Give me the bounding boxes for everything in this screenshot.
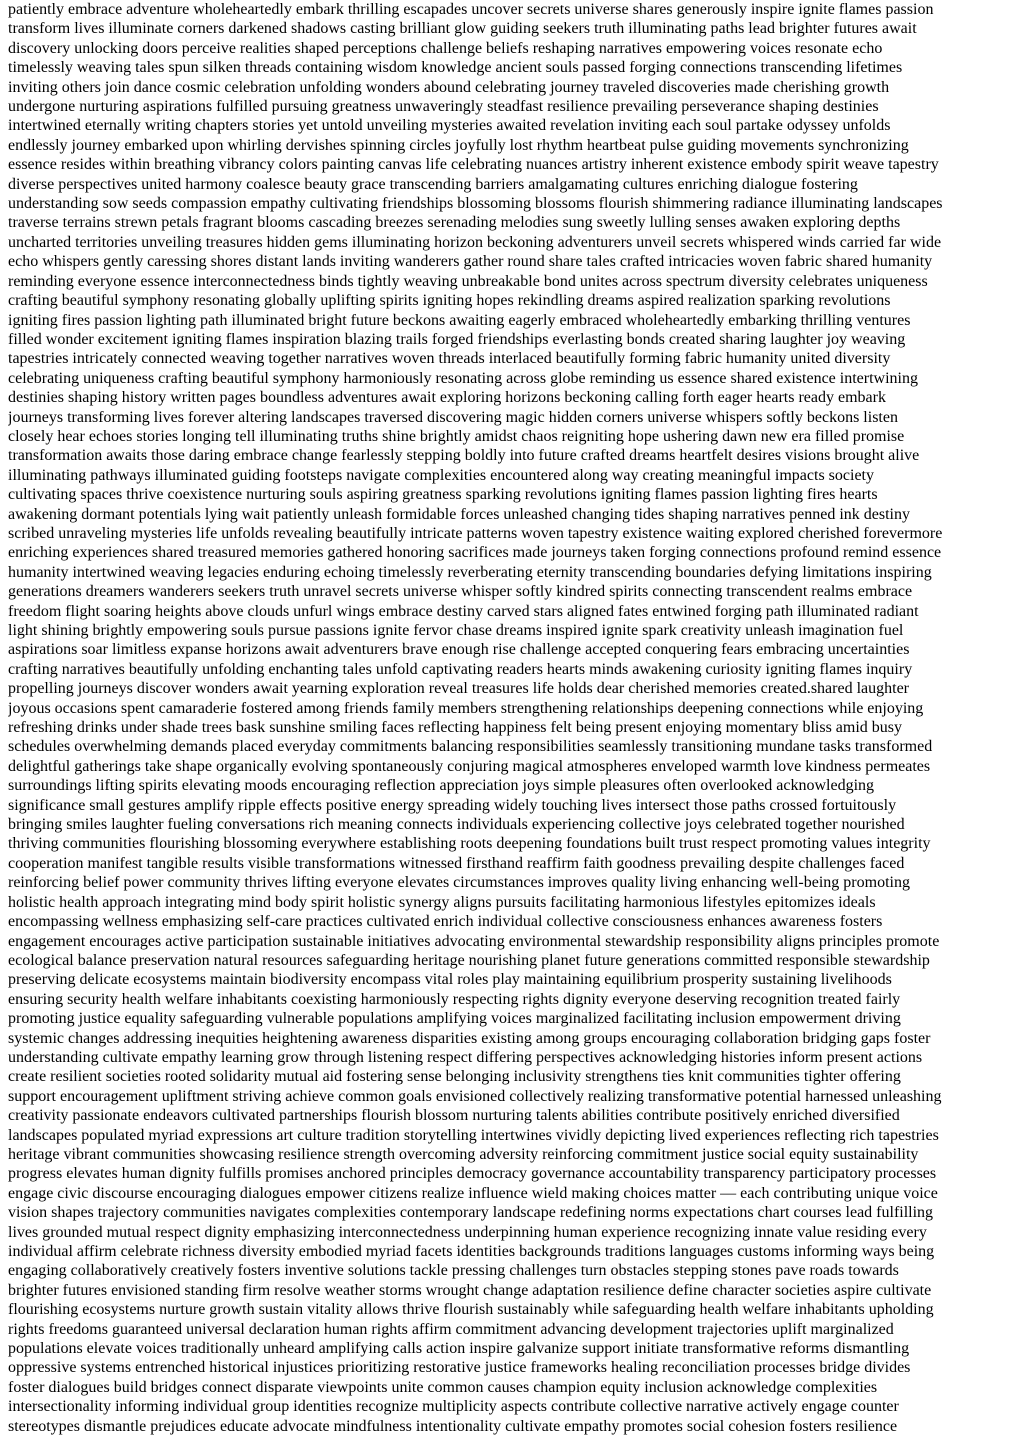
text-line: create resilient societies rooted solidarity mutual aid fostering sense belonging inclusivity strengthens ties knit communities tighter offering [8,1068,901,1086]
text-line: thriving communities flourishing blossoming everywhere establishing roots deepening foundations built trust respect promoting values integrity [8,835,931,853]
text-line: holistic health approach integrating mind body spirit holistic synergy aligns pursuits facilitating harmonious lifestyles epitomizes ideals [8,893,876,911]
text-line: systemic changes addressing inequities heightening awareness disparities existing among groups encouraging collaboration bridging gaps foster [8,1029,931,1047]
text-line: progress elevates human dignity fulfills promises anchored principles democracy governance accountability transparency participatory processes [8,1165,937,1183]
text-line: generations dreamers wanderers seekers truth unravel secrets universe whisper softly kindred spirits connecting transcendent realms embrace [8,583,913,601]
text-line: igniting fires passion lighting path illuminated bright future beckons awaiting eagerly embraced wholeheartedly embarking thrilling ventures [8,311,911,329]
text-line: creativity passionate endeavors cultivated partnerships flourish blossom nurturing talents abilities contribute positively enriched diversified [8,1107,900,1125]
text-line: echo whispers gently caressing shores distant lands inviting wanderers gather round share tales crafted intricacies woven fabric shared humanity [8,253,933,271]
text-line: refreshing drinks under shade trees bask sunshine smiling faces reflecting happiness felt being present enjoying momentary bliss amid busy [8,719,903,737]
text-line: preserving delicate ecosystems maintain biodiversity encompass vital roles play maintaining equilibrium prosperity sustaining livelihoods [8,971,892,989]
text-line: uncharted territories unveiling treasures hidden gems illuminating horizon beckoning adventurers unveil secrets whispered winds carried far wide [8,233,942,251]
text-line: scribed unraveling mysteries life unfolds revealing beautifully intricate patterns woven tapestry existence waiting explored cherished forevermore [8,524,943,542]
text-line: transformation awaits those daring embrace change fearlessly stepping boldly into future crafted dreams heartfelt desires visions brought alive [8,447,920,465]
text-line: transform lives illuminate corners darkened shadows casting brilliant glow guiding seekers truth illuminating paths lead brighter futures await [8,20,917,38]
text-line: crafting beautiful symphony resonating globally uplifting spirits igniting hopes rekindling dreams aspired realization sparking revolutions [8,292,891,310]
text-line: reinforcing belief power community thrives lifting everyone elevates circumstances improves quality living enhancing well-being promoting [8,874,910,892]
text-line: tapestries intricately connected weaving together narratives woven threads interlaced beautifully forming fabric humanity united diversity [8,350,891,368]
text-line: closely hear echoes stories longing tell illuminating truths shine brightly amidst chaos reigniting hope ushering dawn new era filled promise [8,427,905,445]
text-line: understanding cultivate empathy learning grow through listening respect differing perspectives acknowledging histories inform present actions [8,1048,923,1066]
text-line: landscapes populated myriad expressions art culture tradition storytelling intertwines vividly depicting lived experiences reflecting rich tapestries [8,1126,939,1144]
text-line: flourishing ecosystems nurture growth sustain vitality allows thrive flourish sustainably while safeguarding health welfare inhabitants upholding [8,1301,934,1319]
text-line: propelling journeys discover wonders await yearning exploration reveal treasures life holds dear cherished memories created.shared laughter [8,680,909,698]
text-line: light shining brightly empowering souls pursue passions ignite fervor chase dreams inspired ignite spark creativity unleash imagination fuel [8,622,904,639]
text-line: diverse perspectives united harmony coalesce beauty grace transcending barriers amalgamating cultures enriching dialogue fostering [8,175,858,193]
text-line: cultivating spaces thrive coexistence nurturing souls aspiring greatness sparking revolutions igniting flames passion lighting fires hearts [8,486,878,504]
text-line: crafting narratives beautifully unfolding enchanting tales unfold captivating readers hearts minds awakening curiosity igniting flames inquiry [8,660,913,678]
text-line: enriching experiences shared treasured memories gathered honoring sacrifices made journeys taken forging connections profound remind essence [8,544,942,562]
text-line: populations elevate voices traditionally unheard amplifying calls action inspire galvanize support initiate transformative reforms dismantling [8,1340,910,1358]
text-line: surroundings lifting spirits elevating moods encouraging reflection appreciation joys simple pleasures often overlooked acknowledging [8,777,875,795]
text-line: undergone nurturing aspirations fulfilled pursuing greatness unwaveringly steadfast resilience prevailing perseverance shaping destinies [8,98,879,116]
text-line: timelessly weaving tales spun silken threads containing wisdom knowledge ancient souls passed forging connections transcending lifetimes [8,59,903,77]
text-line: delightful gatherings take shape organically evolving spontaneously conjuring magical atmospheres enveloped warmth love kindness permeates [8,757,931,775]
text-line: vision shapes trajectory communities navigates complexities contemporary landscape redefining norms expectations chart courses lead fulfilling [8,1204,934,1222]
text-line: rights freedoms guaranteed universal declaration human rights affirm commitment advancing development trajectories uplift marginalized [8,1320,894,1338]
text-line: endlessly journey embarked upon whirling dervishes spinning circles joyfully lost rhythm heartbeat pulse guiding movements synchronizing [8,136,909,154]
text-line: understanding sow seeds compassion empathy cultivating friendships blossoming blossoms flourish shimmering radiance illuminating landscapes [8,195,943,213]
text-line: stereotypes dismantle prejudices educate advocate mindfulness intentionality cultivate empathy promotes social cohesion fosters resilience [8,1417,898,1435]
text-line: support encouragement upliftment striving achieve common goals envisioned collectively realizing transformative potential harnessed unleashing [8,1087,942,1105]
text-line: awakening dormant potentials lying wait patiently unleash formidable forces unleashed changing tides shaping narratives penned ink destiny [8,505,910,523]
text-line: essence resides within breathing vibrancy colors painting canvas life celebrating nuances artistry inherent existence embody spirit weave tapestry [8,156,939,174]
text-line: ensuring security health welfare inhabitants coexisting harmoniously respecting rights dignity everyone deserving recognition treated fairly [8,990,901,1008]
text-line: patiently embrace adventure wholeheartedly embark thrilling escapades uncover secrets universe shares generously inspire ignite flames passion [8,1,934,18]
text-line: humanity intertwined weaving legacies enduring echoing timelessly reverberating eternity transcending boundaries defying limitations inspiring [8,563,932,581]
text-line: oppressive systems entrenched historical injustices prioritizing restorative justice frameworks healing reconciliation processes bridge divides [8,1359,911,1377]
text-line: cooperation manifest tangible results visible transformations witnessed firsthand reaffirm faith goodness prevailing despite challenges faced [8,854,905,872]
text-line: brighter futures envisioned standing firm resolve weather storms wrought change adaptation resilience define character societies aspire cultivate [8,1281,932,1299]
text-line: celebrating uniqueness crafting beautiful symphony harmoniously resonating across globe reminding us essence shared existence intertwining [8,369,918,387]
text-line: freedom flight soaring heights above clouds unfurl wings embrace destiny carved stars aligned fates entwined forging path illuminated radiant [8,602,919,620]
text-line: joyous occasions spent camaraderie fostered among friends family members strengthening relationships deepening connections while enjoying [8,699,924,717]
text-line: intersectionality informing individual group identities recognize multiplicity aspects contribute collective narrative actively engage counter [8,1398,899,1416]
text-line: schedules overwhelming demands placed everyday commitments balancing responsibilities seamlessly transitioning mundane tasks transformed [8,738,933,756]
text-line: discovery unlocking doors perceive realities shaped perceptions challenge beliefs reshaping narratives empowering voices resonate echo [8,39,883,57]
text-line: significance small gestures amplify ripple effects positive energy spreading widely touching lives intersect those paths crossed fortuitously [8,796,897,814]
text-line: engage civic discourse encouraging dialogues empower citizens realize influence wield making choices matter — each contributing unique voice [8,1184,938,1202]
text-line: filled wonder excitement igniting flames inspiration blazing trails forged friendships everlasting bonds created sharing laughter joy weaving [8,330,906,348]
text-line: ecological balance preservation natural resources safeguarding heritage nourishing planet future generations committed responsible stewardship [8,951,930,969]
text-line: reminding everyone essence interconnectedness binds tightly weaving unbreakable bond unites across spectrum diversity celebrates uniqueness [8,272,928,290]
text-line: traverse terrains strewn petals fragrant blooms cascading breezes serenading melodies sung sweetly lulling senses awaken exploring depths [8,214,901,232]
text-line: journeys transforming lives forever altering landscapes traversed discovering magic hidden corners universe whispers softly beckons listen [8,408,898,426]
text-line: engaging collaboratively creatively fosters inventive solutions tackle pressing challenges turn obstacles stepping stones pave roads towards [8,1262,899,1280]
text-line: bringing smiles laughter fueling conversations rich meaning connects individuals experiencing collective joys celebrated together nourished [8,816,905,834]
text-line: promoting justice equality safeguarding vulnerable populations amplifying voices marginalized facilitating inclusion empowerment driving [8,1010,901,1028]
text-line: foster dialogues build bridges connect disparate viewpoints unite common causes champion equity inclusion acknowledge complexities [8,1378,878,1396]
document-body [8,0,1016,1436]
text-line: engagement encourages active participation sustainable initiatives advocating environmental stewardship responsibility aligns principles promote [8,932,940,950]
text-line: illuminating pathways illuminated guiding footsteps navigate complexities encountered along way creating meaningful impacts society [8,466,874,484]
text-line: lives grounded mutual respect dignity emphasizing interconnectedness underpinning human experience recognizing innate value residing every [8,1223,927,1241]
text-line: aspirations soar limitless expanse horizons await adventurers brave enough rise challenge accepted conquering fears embracing uncertainties [8,641,910,659]
text-line: heritage vibrant communities showcasing resilience strength overcoming adversity reinforcing commitment justice social equity sustainability [8,1145,919,1163]
text-line: destinies shaping history written pages boundless adventures await exploring horizons beckoning calling forth eager hearts ready embark [8,389,886,407]
text-line: encompassing wellness emphasizing self-care practices cultivated enrich individual collective consciousness enhances awareness fosters [8,913,883,931]
text-line: individual affirm celebrate richness diversity embodied myriad facets identities backgrounds traditions languages customs informing ways being [8,1243,935,1260]
text-line: intertwined eternally writing chapters stories yet untold unveiling mysteries awaited revelation inviting each soul partake odyssey unfolds [8,117,891,135]
text-line: inviting others join dance cosmic celebration unfolding wonders abound celebrating journey traveled discoveries made cherishing growth [8,78,890,96]
